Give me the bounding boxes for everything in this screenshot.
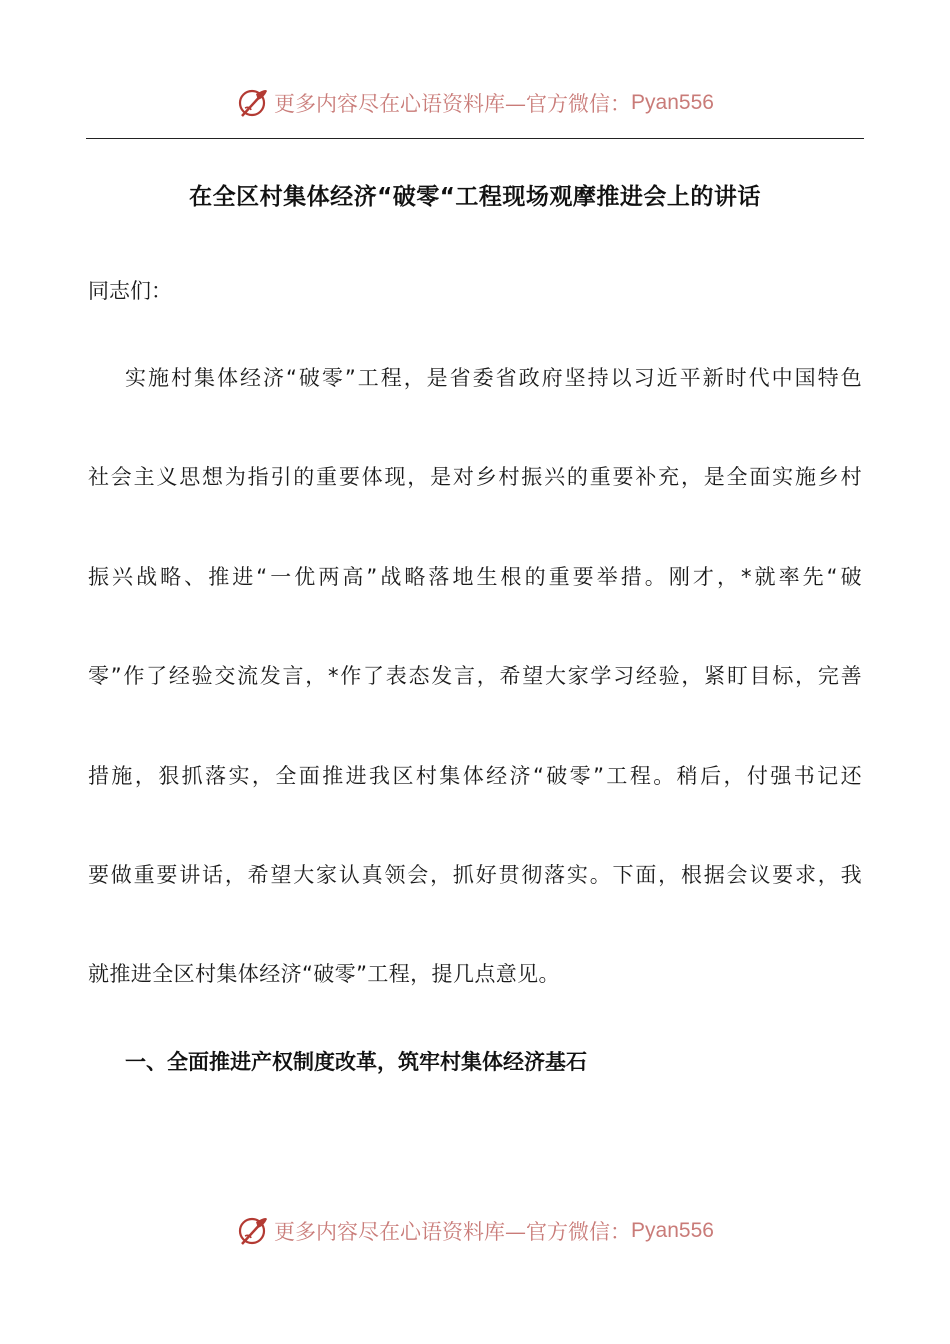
salutation: 同志们： (88, 279, 172, 303)
quill-logo-icon (236, 86, 270, 120)
document-title: 在全区村集体经济“破零“工程现场观摩推进会上的讲话 (189, 184, 761, 210)
watermark-wechat-id: Pyan556 (631, 91, 714, 114)
header-divider (86, 138, 864, 139)
section-heading: 一、全面推进产权制度改革，筑牢村集体经济基石 (125, 1050, 587, 1074)
paragraph-line: 就推进全区村集体经济“破零”工程，提几点意见。 (88, 962, 560, 986)
footer-watermark (0, 1211, 950, 1251)
paragraph-line: 振兴战略、推进“一优两高”战略落地生根的重要举措。刚才，*就率先“破 (88, 565, 862, 589)
paragraph-line: 要做重要讲话，希望大家认真领会，抓好贯彻落实。下面，根据会议要求，我 (88, 863, 862, 887)
watermark-wechat-id: Pyan556 (631, 1219, 714, 1242)
watermark-text: 更多内容尽在心语资料库—官方微信： (274, 92, 632, 116)
watermark-text: 更多内容尽在心语资料库—官方微信： (274, 1220, 632, 1244)
paragraph-line: 实施村集体经济“破零”工程，是省委省政府坚持以习近平新时代中国特色 (125, 366, 862, 390)
paragraph-line: 措施，狠抓落实，全面推进我区村集体经济“破零”工程。稍后，付强书记还 (88, 764, 862, 788)
paragraph-line: 零”作了经验交流发言，*作了表态发言，希望大家学习经验，紧盯目标，完善 (88, 664, 862, 688)
header-watermark (0, 83, 950, 123)
paragraph-line: 社会主义思想为指引的重要体现，是对乡村振兴的重要补充，是全面实施乡村 (88, 465, 862, 489)
quill-logo-icon (236, 1214, 270, 1248)
